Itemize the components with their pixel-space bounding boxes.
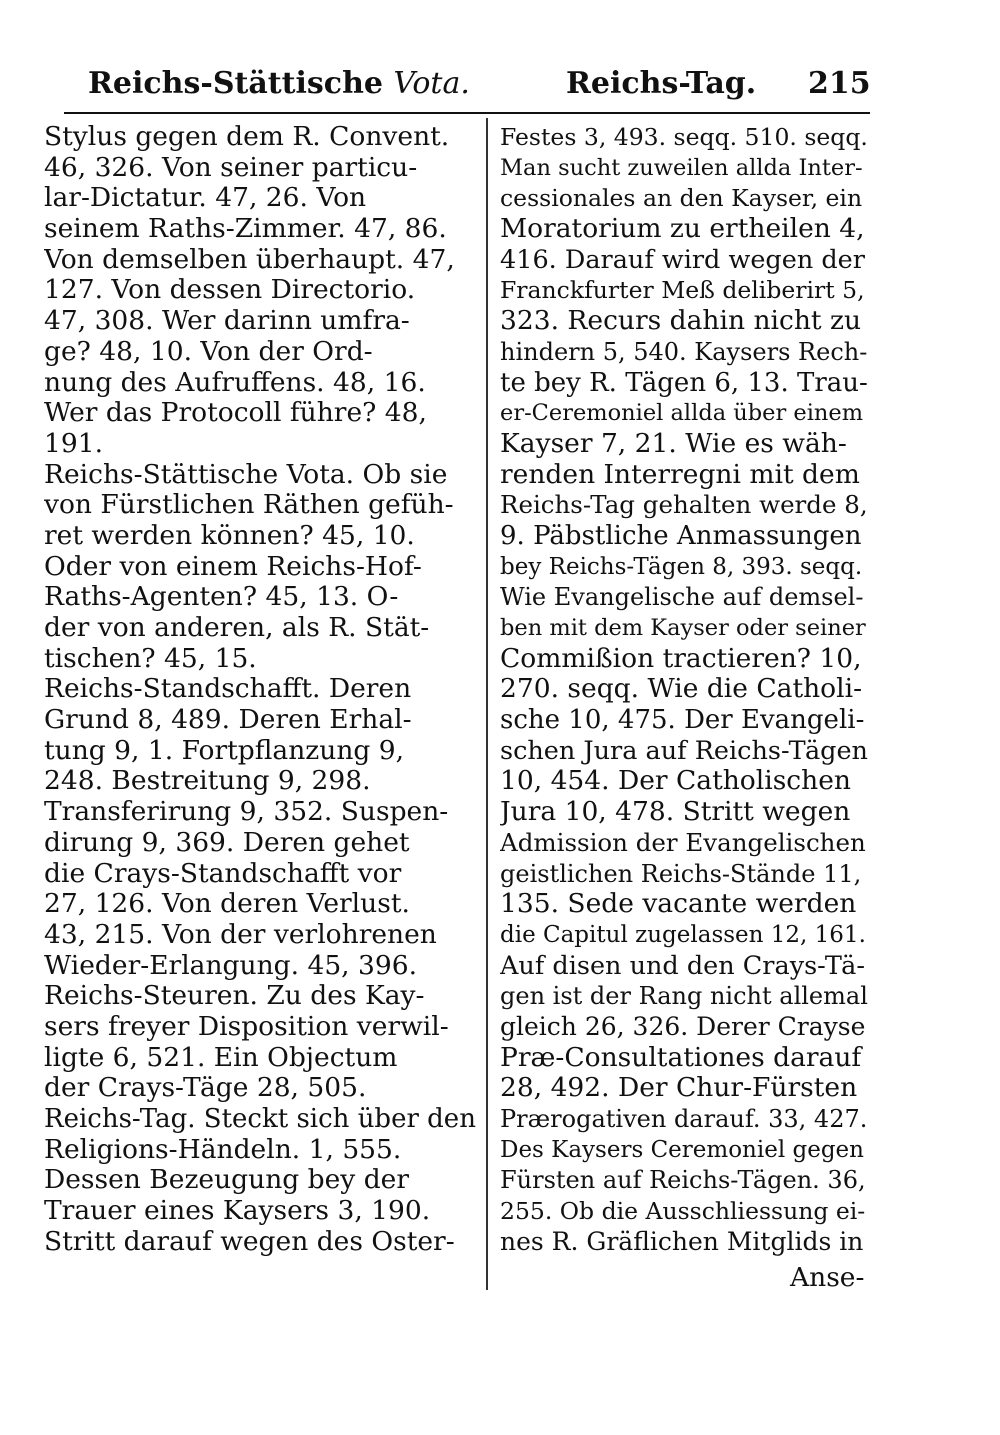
text-line: Moratorium zu ertheilen 4, bbox=[500, 214, 865, 245]
text-line: Wie Evangelische auf demsel- bbox=[500, 583, 864, 612]
text-line: Commißion tractieren? 10, bbox=[500, 643, 862, 674]
text-line: von Fürstlichen Räthen gefüh- bbox=[44, 490, 454, 521]
catchword: Anse- bbox=[790, 1262, 865, 1293]
text-line: 47, 308. Wer darinn umfra- bbox=[44, 306, 410, 337]
text-line: sche 10, 475. Der Evangeli- bbox=[500, 705, 865, 736]
text-line: Trauer eines Kaysers 3, 190. bbox=[44, 1196, 431, 1227]
text-line: Oder von einem Reichs-Hof- bbox=[44, 551, 422, 582]
left-column bbox=[44, 122, 478, 1257]
text-line: 28, 492. Der Chur-Fürsten bbox=[500, 1073, 858, 1104]
text-line: cessionales an den Kayser, ein bbox=[500, 184, 863, 213]
text-line: 10, 454. Der Catholischen bbox=[500, 766, 851, 797]
column-divider bbox=[486, 118, 488, 1290]
text-line: Festes 3, 493. seqq. 510. seqq. bbox=[500, 123, 868, 151]
text-line: Prærogativen darauf. 33, 427. bbox=[500, 1105, 868, 1133]
text-line: Religions-Händeln. 1, 555. bbox=[44, 1134, 402, 1165]
text-line: ben mit dem Kayser oder seiner bbox=[500, 615, 866, 641]
text-line: gleich 26, 326. Derer Crayse bbox=[500, 1011, 866, 1041]
right-column bbox=[500, 122, 868, 1257]
text-line: 323. Recurs dahin nicht zu bbox=[500, 306, 862, 337]
text-line: seinem Raths-Zimmer. 47, 86. bbox=[44, 214, 447, 245]
text-line: nes R. Gräflichen Mitglids in bbox=[500, 1226, 864, 1256]
text-line: 416. Darauf wird wegen der bbox=[500, 244, 865, 275]
text-line: 9. Päbstliche Anmassungen bbox=[500, 520, 862, 551]
text-line: ge? 48, 10. Von der Ord- bbox=[44, 336, 373, 367]
text-line: Kayser 7, 21. Wie es wäh- bbox=[500, 428, 847, 459]
text-line: Admission der Evangelischen bbox=[500, 827, 866, 857]
text-line: gen ist der Rang nicht allemal bbox=[500, 982, 868, 1011]
text-line: 191. bbox=[44, 428, 104, 459]
text-line: Dessen Bezeugung bey der bbox=[44, 1165, 410, 1196]
text-line: Wer das Protocoll führe? 48, bbox=[44, 398, 427, 429]
text-line: Transferirung 9, 352. Suspen- bbox=[44, 797, 449, 828]
text-line: Stritt darauf wegen des Oster- bbox=[44, 1226, 455, 1257]
text-line: die Capitul zugelassen 12, 161. bbox=[500, 921, 866, 948]
text-line: Reichs-Tag. Steckt sich über den bbox=[44, 1104, 476, 1134]
text-line: 255. Ob die Ausschliessung ei- bbox=[500, 1197, 866, 1226]
text-line: Grund 8, 489. Deren Erhal- bbox=[44, 705, 412, 736]
text-line: Raths-Agenten? 45, 13. O- bbox=[44, 582, 399, 613]
text-line: 27, 126. Von deren Verlust. bbox=[44, 889, 410, 920]
text-line: ret werden können? 45, 10. bbox=[44, 520, 415, 551]
text-line: Jura 10, 478. Stritt wegen bbox=[500, 797, 851, 828]
text-line: lar-Dictatur. 47, 26. Von bbox=[44, 183, 367, 214]
text-line: renden Interregni mit dem bbox=[500, 459, 860, 490]
text-line: geistlichen Reichs-Stände 11, bbox=[500, 859, 862, 888]
text-line: sers freyer Disposition verwil- bbox=[44, 1011, 449, 1042]
text-line: er-Ceremoniel allda über einem bbox=[500, 400, 864, 427]
text-line: Man sucht zuweilen allda Inter- bbox=[500, 154, 863, 181]
text-line: 270. seqq. Wie die Catholi- bbox=[500, 674, 863, 705]
text-line: Reichs-Tag gehalten werde 8, bbox=[500, 490, 868, 520]
running-head-center: Reichs-Tag. bbox=[566, 66, 757, 101]
text-line: 127. Von dessen Directorio. bbox=[44, 275, 416, 306]
text-line: die Crays-Standschafft vor bbox=[44, 858, 402, 889]
text-line: 248. Bestreitung 9, 298. bbox=[44, 766, 371, 797]
text-line: nung des Aufruffens. 48, 16. bbox=[44, 367, 426, 398]
text-line: dirung 9, 369. Deren gehet bbox=[44, 827, 410, 858]
header-rule bbox=[64, 112, 870, 114]
text-line: ligte 6, 521. Ein Objectum bbox=[44, 1042, 398, 1073]
text-line: Franckfurter Meß deliberirt 5, bbox=[500, 276, 865, 305]
text-line: Wieder-Erlangung. 45, 396. bbox=[44, 950, 418, 981]
text-line: 135. Sede vacante werden bbox=[500, 889, 857, 920]
text-line: der von anderen, als R. Stät- bbox=[44, 613, 430, 643]
page-number: 215 bbox=[808, 66, 871, 101]
text-line: bey Reichs-Tägen 8, 393. seqq. bbox=[500, 553, 863, 580]
text-line: 43, 215. Von der verlohrenen bbox=[44, 919, 437, 950]
text-line: te bey R. Tägen 6, 13. Trau- bbox=[500, 367, 868, 398]
text-line: Reichs-Steuren. Zu des Kay- bbox=[44, 981, 425, 1012]
text-line: Reichs-Standschafft. Deren bbox=[44, 674, 412, 705]
text-line: der Crays-Täge 28, 505. bbox=[44, 1073, 367, 1104]
text-line: Von demselben überhaupt. 47, bbox=[44, 244, 455, 275]
running-head-left bbox=[88, 66, 470, 101]
text-line: hindern 5, 540. Kaysers Rech- bbox=[500, 337, 868, 366]
text-line: schen Jura auf Reichs-Tägen bbox=[500, 735, 868, 766]
running-head-left-text: Reichs-Stättische bbox=[88, 66, 383, 101]
text-line: Auf disen und den Crays-Tä- bbox=[500, 950, 865, 981]
text-line: Stylus gegen dem R. Convent. bbox=[44, 122, 450, 152]
text-line: Des Kaysers Ceremoniel gegen bbox=[500, 1136, 864, 1163]
text-line: Reichs-Stättische Vota. Ob sie bbox=[44, 459, 448, 490]
running-head-left-italic: Vota. bbox=[393, 66, 470, 101]
text-line: tung 9, 1. Fortpflanzung 9, bbox=[44, 735, 405, 766]
text-line: Fürsten auf Reichs-Tägen. 36, bbox=[500, 1166, 866, 1195]
text-line: tischen? 45, 15. bbox=[44, 643, 257, 674]
text-line: 46, 326. Von seiner particu- bbox=[44, 152, 418, 183]
text-line: Præ-Consultationes darauf bbox=[500, 1042, 862, 1073]
